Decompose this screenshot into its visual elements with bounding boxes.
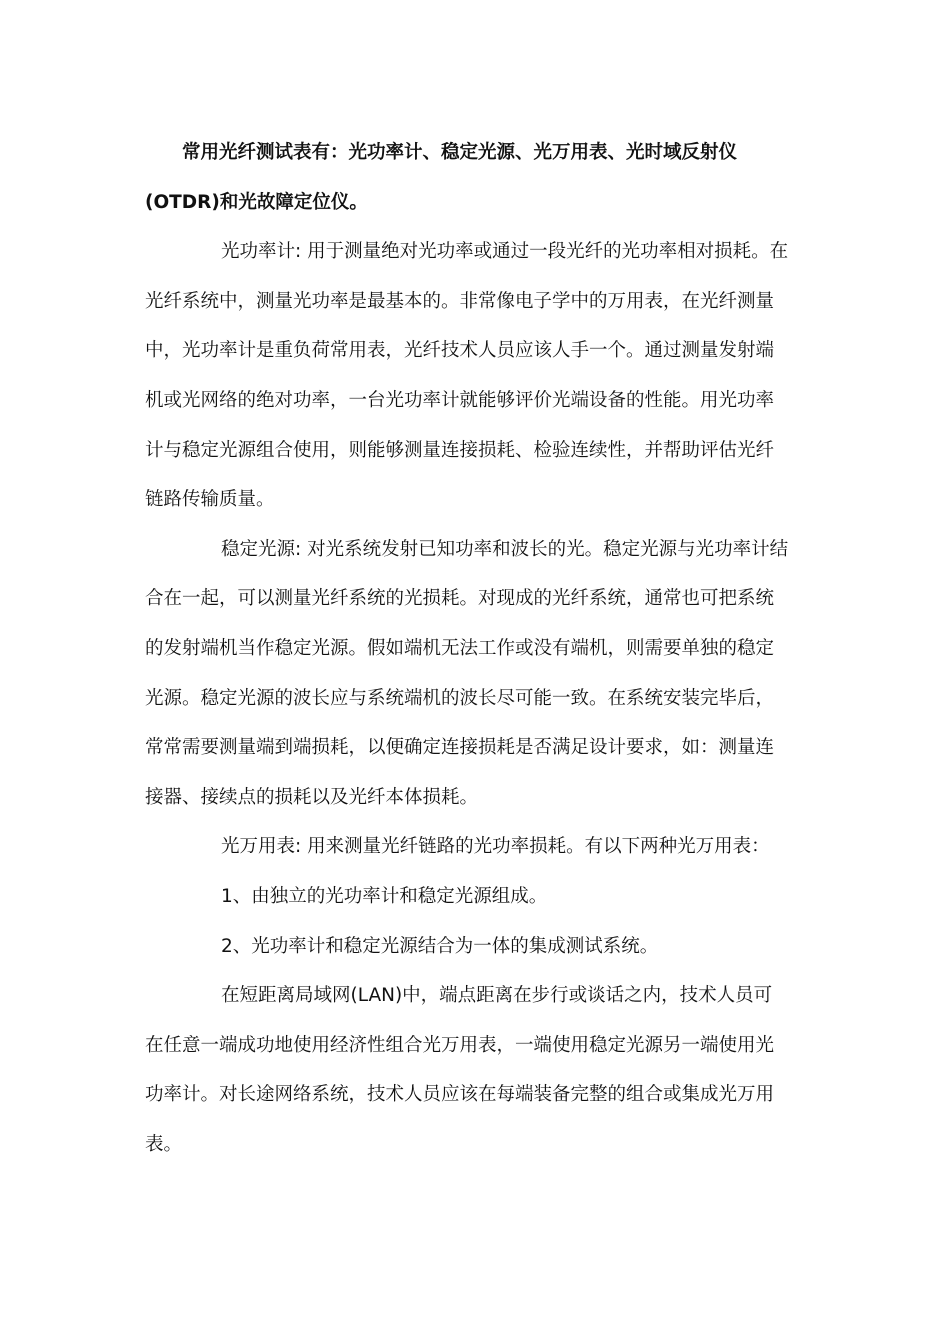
list-item: 1、由独立的光功率计和稳定光源组成。 (221, 885, 548, 907)
paragraph-light-source-line: 稳定光源: 对光系统发射已知功率和波长的光。稳定光源与光功率计结 (221, 538, 789, 560)
paragraph-power-meter-line: 计与稳定光源组合使用，则能够测量连接损耗、检验连续性，并帮助评估光纤 (145, 439, 775, 461)
paragraph-power-meter-line: 中，光功率计是重负荷常用表，光纤技术人员应该人手一个。通过测量发射端 (145, 340, 775, 362)
paragraph-light-source-line: 的发射端机当作稳定光源。假如端机无法工作或没有端机，则需要单独的稳定 (145, 637, 775, 659)
list-item: 2、光功率计和稳定光源结合为一体的集成测试系统。 (221, 935, 659, 957)
paragraph-lan-line: 表。 (145, 1133, 183, 1155)
paragraph-power-meter-line: 光功率计: 用于测量绝对光功率或通过一段光纤的光功率相对损耗。在 (221, 241, 789, 263)
paragraph-power-meter-line: 机或光网络的绝对功率，一台光功率计就能够评价光端设备的性能。用光功率 (145, 389, 775, 411)
paragraph-multimeter-line: 光万用表: 用来测量光纤链路的光功率损耗。有以下两种光万用表： (221, 836, 770, 858)
paragraph-power-meter-line: 链路传输质量。 (145, 489, 275, 511)
paragraph-light-source-line: 光源。稳定光源的波长应与系统端机的波长尽可能一致。在系统安装完毕后， (145, 687, 775, 709)
paragraph-light-source-line: 合在一起，可以测量光纤系统的光损耗。对现成的光纤系统，通常也可把系统 (145, 588, 775, 610)
paragraph-lan-line: 在任意一端成功地使用经济性组合光万用表，一端使用稳定光源另一端使用光 (145, 1034, 775, 1056)
title-line: (OTDR)和光故障定位仪。 (145, 191, 368, 213)
title-line: 常用光纤测试表有：光功率计、稳定光源、光万用表、光时域反射仪 (182, 142, 738, 163)
paragraph-power-meter-line: 光纤系统中，测量光功率是最基本的。非常像电子学中的万用表，在光纤测量 (145, 290, 775, 312)
paragraph-light-source-line: 接器、接续点的损耗以及光纤本体损耗。 (145, 786, 479, 808)
document-body (145, 128, 810, 1169)
paragraph-lan-line: 功率计。对长途网络系统，技术人员应该在每端装备完整的组合或集成光万用 (145, 1084, 775, 1106)
paragraph-lan-line: 在短距离局域网(LAN)中，端点距离在步行或谈话之内，技术人员可 (221, 985, 773, 1007)
paragraph-light-source-line: 常常需要测量端到端损耗，以便确定连接损耗是否满足设计要求，如：测量连 (145, 737, 775, 759)
